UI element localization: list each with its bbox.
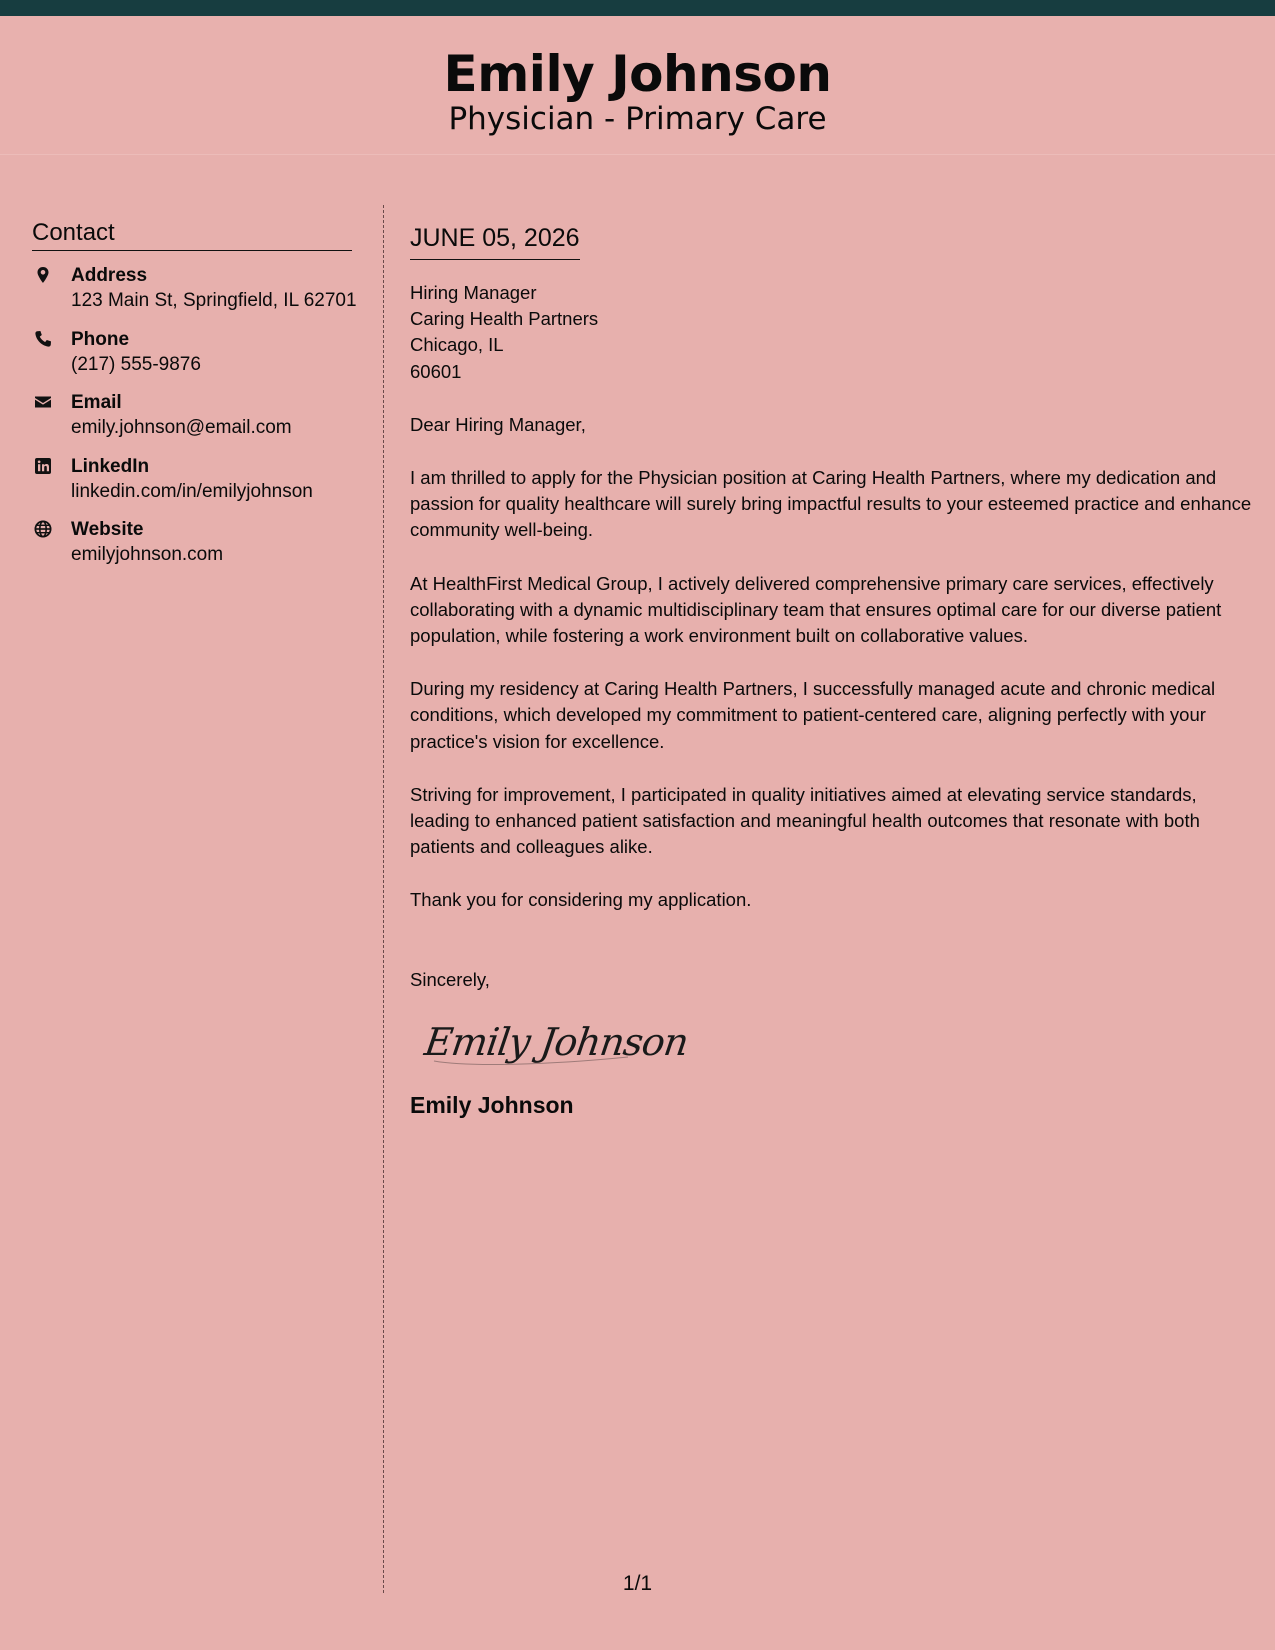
letter-paragraph: I am thrilled to apply for the Physician position at Caring Health Partners, where my dedication and passion for quality healthcare will surely bring impactful results to your esteemed practice and enhance community well-being. — [410, 467, 1252, 541]
recipient-line: 60601 — [410, 360, 462, 382]
letter-header — [0, 16, 1275, 155]
contact-value: emilyjohnson.com — [71, 544, 224, 565]
letter-paragraph: Striving for improvement, I participated in quality initiatives aimed at elevating service standards, leading to enhanced patient satisfaction and meaningful health outcomes that resonate with both patients and colleagues alike. — [410, 783, 1200, 858]
linkedin-icon — [34, 457, 52, 475]
signer-name: Emily Johnson — [410, 1091, 574, 1118]
closing: Sincerely, — [410, 968, 490, 990]
page-number: 1/1 — [622, 1572, 653, 1595]
recipient-line: Caring Health Partners — [410, 308, 599, 330]
contact-label: Phone — [71, 328, 130, 350]
contact-item-website — [32, 517, 352, 581]
letter-date: JUNE 05, 2026 — [410, 222, 580, 260]
salutation: Dear Hiring Manager, — [410, 413, 586, 435]
letter-paragraph: Thank you for considering my application. — [410, 889, 752, 911]
contact-label: LinkedIn — [71, 455, 150, 477]
map-pin-icon — [34, 266, 52, 284]
top-color-band — [0, 0, 1275, 16]
contact-label: Address — [71, 265, 148, 286]
column-divider — [383, 205, 384, 1593]
applicant-name: Emily Johnson — [443, 45, 832, 103]
contact-item-linkedin — [32, 454, 352, 518]
handwritten-signature — [421, 1007, 1260, 1075]
letter-paragraph: At HealthFirst Medical Group, I actively delivered comprehensive primary care services, effectively collaborating with a dynamic multidisciplinary team that ensures optimal care for our diverse patient population, while fostering a work environment built on collaborative values. — [410, 572, 1222, 647]
recipient-line: Chicago, IL — [410, 334, 504, 356]
contact-sidebar — [32, 218, 357, 581]
signature-glyphs: Emily Johnson — [421, 1021, 691, 1065]
letter-body — [410, 222, 1260, 1119]
recipient-block — [410, 280, 1260, 385]
contact-label: Email — [71, 392, 122, 413]
contact-item-address — [32, 263, 357, 327]
letter-paragraph: During my residency at Caring Health Partners, I successfully managed acute and chronic medical conditions, which developed my commitment to patient-centered care, aligning perfectly with your practice's vision for excellence. — [410, 678, 1216, 752]
contact-item-phone — [32, 327, 352, 391]
recipient-line: Hiring Manager — [410, 282, 537, 303]
contact-item-email — [32, 390, 352, 454]
phone-icon — [34, 330, 52, 348]
envelope-icon — [34, 393, 52, 411]
contact-label: Website — [71, 519, 144, 540]
applicant-role: Physician - Primary Care — [448, 101, 827, 137]
contact-value: (217) 555-9876 — [71, 353, 201, 375]
contact-value: linkedin.com/in/emilyjohnson — [71, 480, 313, 502]
globe-icon — [34, 520, 52, 538]
contact-value: emily.johnson@email.com — [71, 417, 292, 438]
contact-heading: Contact — [32, 218, 352, 251]
contact-value: 123 Main St, Springfield, IL 62701 — [71, 290, 357, 311]
